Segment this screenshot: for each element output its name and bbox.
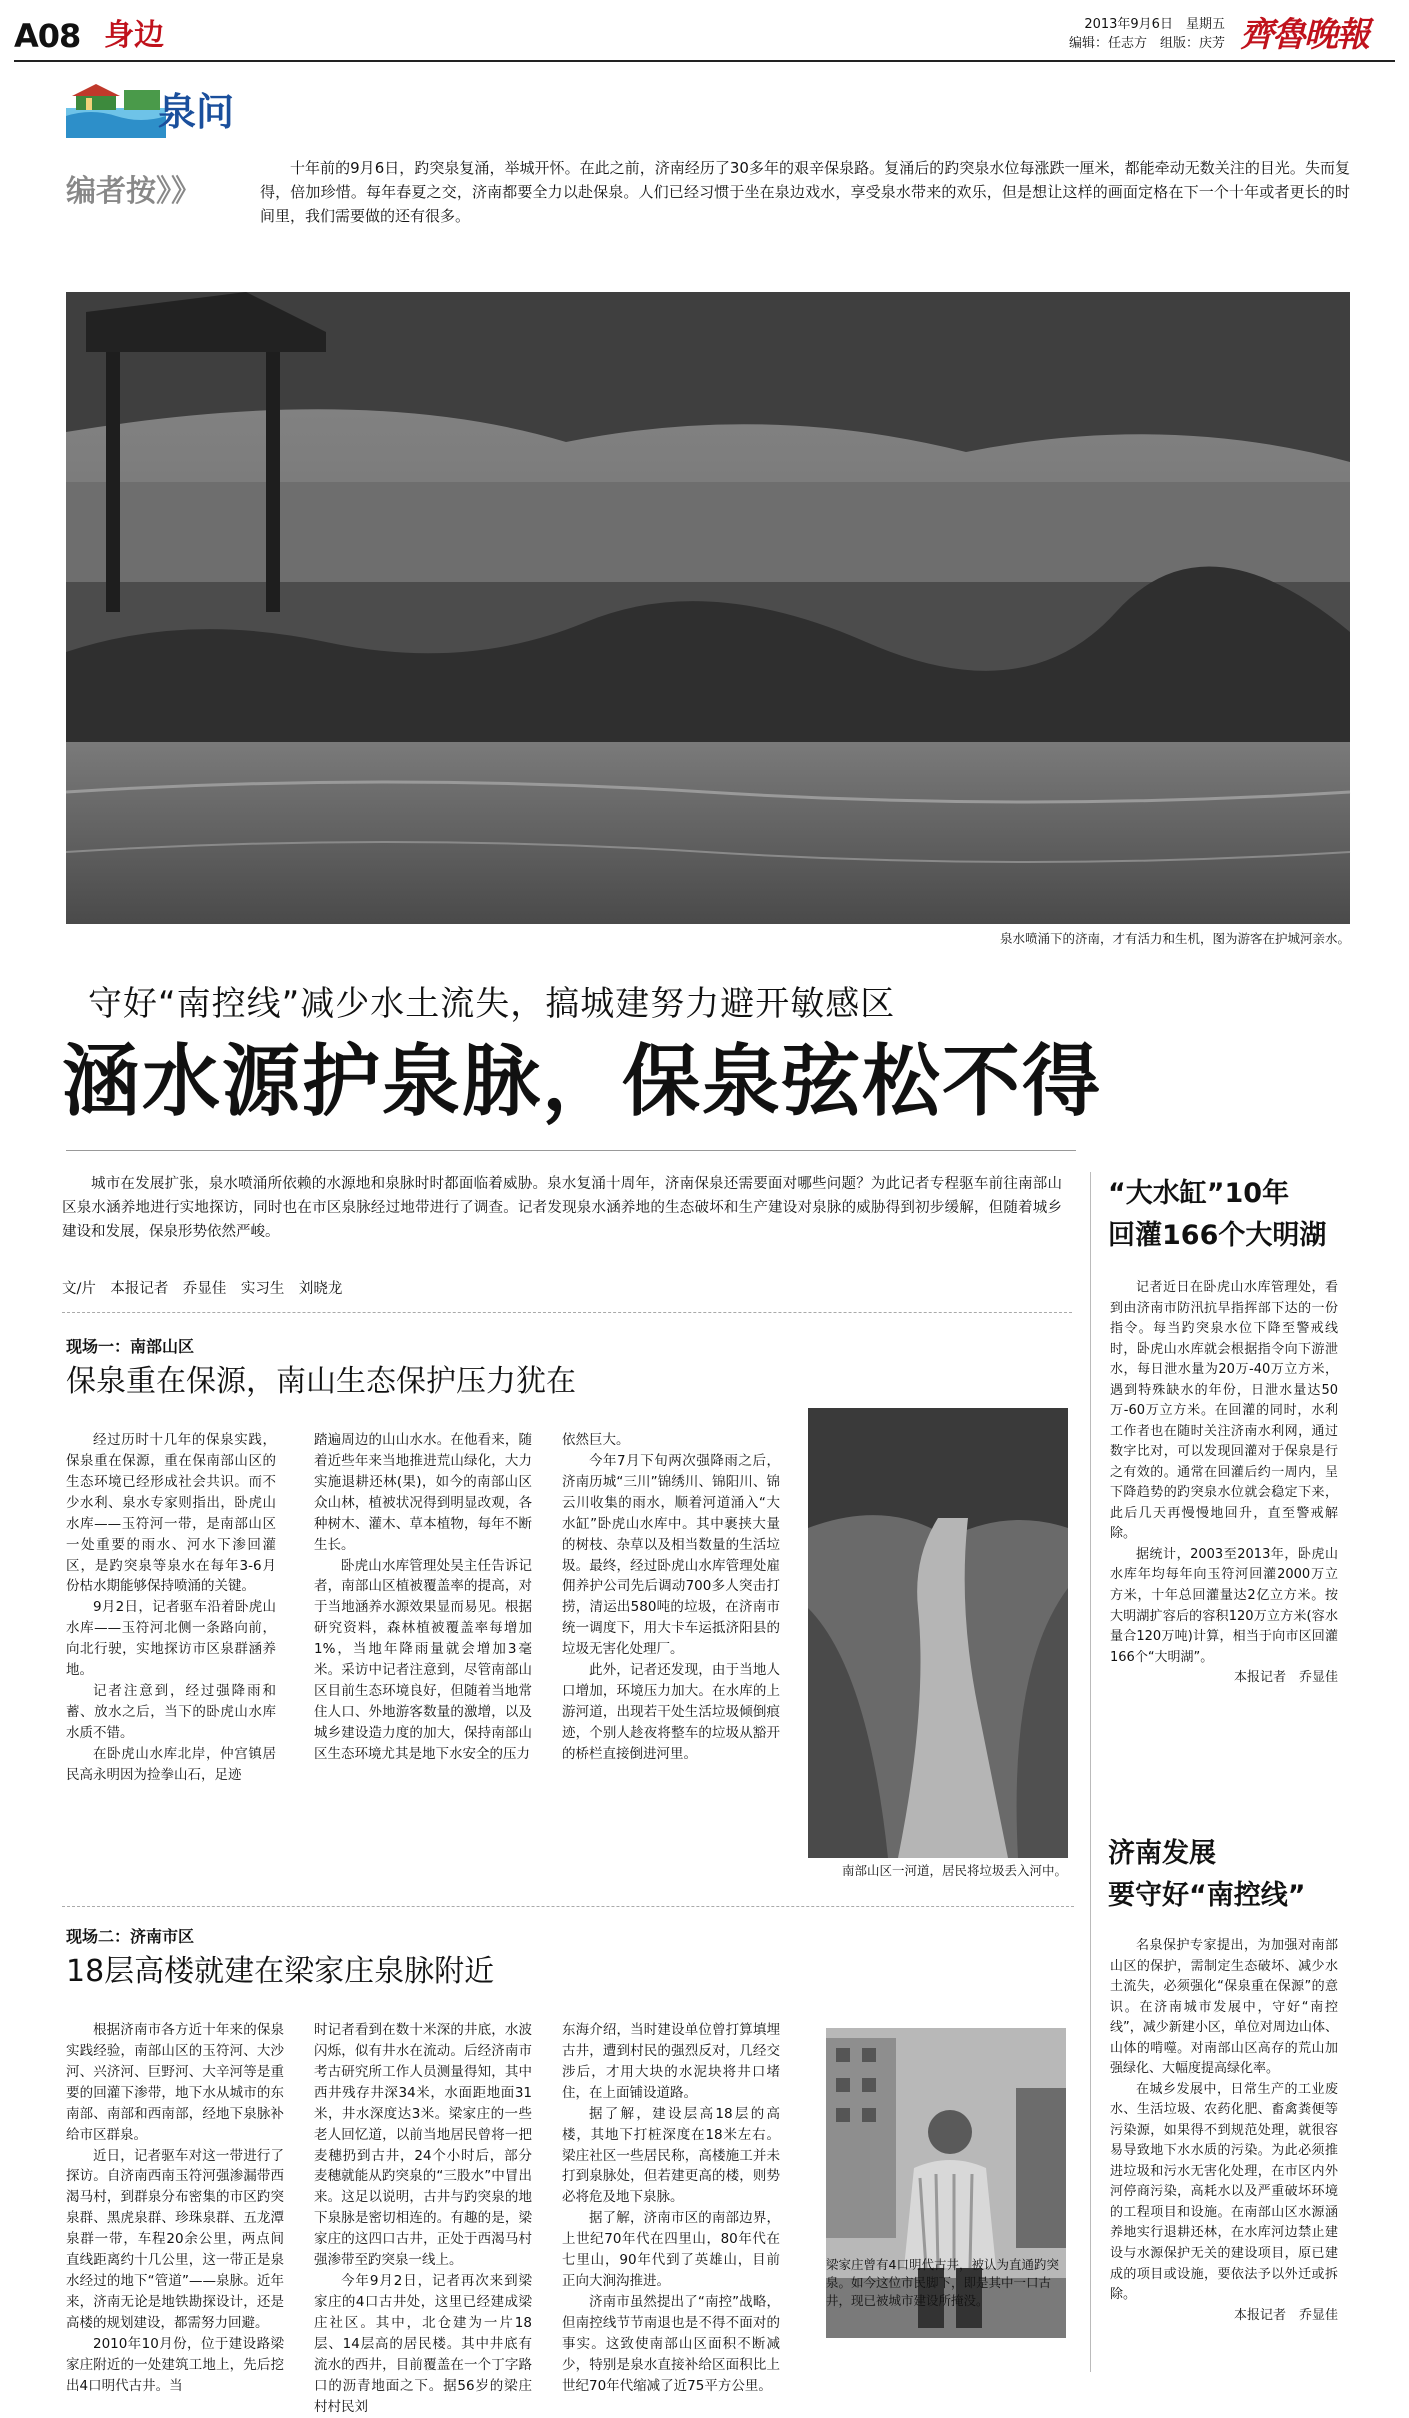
- scene1-col2: 踏遍周边的山山水水。在他看来，随着近些年来当地推进荒山绿化，大力实施退耕还林(果)，如今的南部山区众山林，植被状况得到明显改观，各种树木、灌木、草本植物，每年不断生长。 卧虎山水库管理处吴主任告诉记者，南部山区植被覆盖率的提高，对于当地涵养水源效果显而易见。根据研究资料，森林植被覆盖率每增加1%，当地年降雨量就会增加3毫米。采访中记者注意到，尽管南部山区目前生态环境良好，但随着当地常住人口、外地游客数量的激增，以及城乡建设造力度的加大，保持南部山区生态环境尤其是地下水安全的压力: [314, 1432, 532, 1762]
- lead-byline: 文/片 本报记者 乔显佳 实习生 刘晓龙: [62, 1281, 343, 1297]
- scene1-photo-image: [808, 1408, 1068, 1858]
- sidebar1-title-line2: 回灌166个大明湖: [1108, 1220, 1327, 1251]
- sidebar1-body: 记者近日在卧虎山水库管理处，看到由济南市防汛抗旱指挥部下达的一份指令。每当趵突泉水位下降至警戒线时，卧虎山水库就会根据指令向下游泄水，每日泄水量为20万-40万立方米，遇到特殊缺水的年份，日泄水量达50万-60万立方米。在回灌的同时，水利工作者也在随时关注济南水利网，通过数字比对，可以发现回灌对于保泉是行之有效的。通常在回灌后约一周内，呈下降趋势的趵突泉水位就会稳定下来，此后几天再慢慢地回升，直至警戒解除。 据统计，2003至2013年，卧虎山水库年均每年向玉符河回灌2000万立方米，十年总回灌量达2亿立方米。按大明湖扩容后的容积120万立方米(容水量合120万吨)计算，相当于向市区回灌166个“大明湖”。 本报记者 乔显佳: [1110, 1280, 1338, 1686]
- sidebar-divider: [1090, 1172, 1091, 2372]
- sidebar2-title-line1: 济南发展: [1108, 1838, 1216, 1869]
- headline-rule: [66, 1150, 1076, 1151]
- scene2-col1: 根据济南市各方近十年来的保泉实践经验，南部山区的玉符河、大沙河、兴济河、巨野河、大辛河等是重要的回灌下渗带，地下水从城市的东南部、南部和西南部，经地下泉脉补给市区群泉。 近日，记者驱车对这一带进行了探访。自济南西南玉符河强渗漏带西渴马村，到群泉分布密集的市区趵突泉群、黑虎泉群、珍珠泉群、五龙潭泉群一带，车程20余公里，两点间直线距离约十几公里，这一带正是泉水经过的地下“管道”——泉脉。近年来，济南无论是地铁勘探设计，还是高楼的规划建设，都需努力回避。 2010年10月份，位于建设路梁家庄附近的一处建筑工地上，先后挖出4口明代古井。当: [66, 2022, 284, 2394]
- sidebar2-title-line2: 要守好“南控线”: [1108, 1880, 1306, 1911]
- lead-rule: [62, 1312, 1072, 1313]
- main-photo: [66, 292, 1350, 924]
- header-credits: 编辑：任志方 组版：庆芳: [1068, 36, 1225, 51]
- headline-title: 涵水源护泉脉，保泉弦松不得: [62, 1037, 1103, 1127]
- headline-kicker: 守好“南控线”减少水土流失，搞城建努力避开敏感区: [88, 984, 896, 1024]
- section-name: 身边: [104, 18, 164, 53]
- scene1-title: 保泉重在保源，南山生态保护压力犹在: [66, 1364, 576, 1399]
- sidebar1-title-line1: “大水缸”10年: [1108, 1178, 1290, 1209]
- scene1-label: 现场一：南部山区: [66, 1337, 195, 1356]
- scene1-col3: 依然巨大。 今年7月下旬两次强降雨之后，济南历城“三川”锦绣川、锦阳川、锦云川收集的雨水，顺着河道涌入“大水缸”卧虎山水库中。其中裹挟大量的树枝、杂草以及相当数量的生活垃圾。最终，经过卧虎山水库管理处雇佣养护公司先后调动700多人突击打捞，清运出580吨的垃圾，在济南市统一调度下，用大卡车运抵济阳县的垃圾无害化处理厂。 此外，记者还发现，由于当地人口增加，环境压力加大。在水库的上游河道，出现若干处生活垃圾倾倒痕迹，个别人趁夜将整车的垃圾从豁开的桥栏直接倒进河里。: [562, 1432, 780, 1762]
- column-logo-graphic: [66, 82, 166, 138]
- main-photo-image: [66, 292, 1350, 924]
- column-name: 泉问: [158, 90, 235, 134]
- scene1-photo: [808, 1408, 1068, 1858]
- lead-text: 城市在发展扩张，泉水喷涌所依赖的水源地和泉脉时时都面临着威胁。泉水复涌十周年，济南保泉还需要面对哪些问题？为此记者专程驱车前往南部山区泉水涵养地进行实地探访，同时也在市区泉脉经过地带进行了调查。记者发现泉水涵养地的生态破坏和生产建设对泉脉的威胁得到初步缓解，但随着城乡建设和发展，保泉形势依然严峻。: [62, 1176, 1062, 1240]
- sidebar2-body: 名泉保护专家提出，为加强对南部山区的保护，需制定生态破坏、减少水土流失，必须强化“保泉重在保源”的意识。在济南城市发展中，守好“南控线”，减少新建小区，单位对周边山体、山体的啃噬。对南部山区高存的荒山加强绿化、大幅度提高绿化率。 在城乡发展中，日常生产的工业废水、生活垃圾、农药化肥、畜禽粪便等污染源，如果得不到规范处理，就很容易导致地下水水质的污染。为此必须推进垃圾和污水无害化处理，在市区内外河停商污染，高耗水以及严重破坏环境的工程项目和设施。在南部山区水源涵养地实行退耕还林，在水库河边禁止建设与水源保护无关的建设项目，原已建成的项目或设施，要依法予以外迁或拆除。 本报记者 乔显佳: [1110, 1938, 1338, 2323]
- header-rule: [14, 60, 1395, 62]
- scene2-label: 现场二：济南市区: [66, 1927, 195, 1946]
- main-photo-caption: 泉水喷涌下的济南，才有活力和生机，图为游客在护城河亲水。: [999, 931, 1350, 946]
- scene2-col2: 时记者看到在数十米深的井底，水波闪烁，似有井水在流动。后经济南市考古研究所工作人员测量得知，其中西井残存井深34米，水面距地面31米，井水深度达3米。梁家庄的一些老人回忆道，以前当地居民曾将一把麦穗扔到古井，24个小时后，部分麦穗就能从趵突泉的“三股水”中冒出来。这足以说明，古井与趵突泉的地下泉脉是密切相连的。有趣的是，梁家庄的这四口古井，正处于西渴马村强渗带至趵突泉一线上。 今年9月2日，记者再次来到梁家庄的4口古井处，这里已经建成梁庄社区。其中，北仓建为一片18层、14层高的居民楼。其中井底有流水的西井，目前覆盖在一个丁字路口的沥青地面之下。据56岁的梁庄村村民刘: [314, 2022, 532, 2415]
- scene2-col3: 东海介绍，当时建设单位曾打算填埋古井，遭到村民的强烈反对，几经交涉后，才用大块的水泥块将井口堵住，在上面铺设道路。 据了解，建设层高18层的高楼，其地下打桩深度在18米左右。梁庄社区一些居民称，高楼施工并未打到泉脉处，但若建更高的楼，则势必将危及地下泉脉。 据了解，济南市区的南部边界，上世纪70年代在四里山，80年代在七里山，90年代到了英雄山，目前正向大涧沟推进。 济南市虽然提出了“南控”战略，但南控线节节南退也是不得不面对的事实。这致使南部山区面积不断减少，特别是泉水直接补给区面积比上世纪70年代缩减了近75平方公里。: [562, 2022, 780, 2394]
- scene1-col1: 经过历时十几年的保泉实践，保泉重在保源，重在保南部山区的生态环境已经形成社会共识。而不少水利、泉水专家则指出，卧虎山水库——玉符河一带，是南部山区一处重要的雨水、河水下渗回灌区，是趵突泉等泉水在每年3-6月份枯水期能够保持喷涌的关键。 9月2日，记者驱车沿着卧虎山水库——玉符河北侧一条路向前，向北行驶，实地探访市区泉群涵养地。 记者注意到，经过强降雨和蓄、放水之后，当下的卧虎山水库水质不错。 在卧虎山水库北岸，仲宫镇居民高永明因为捡拳山石，足迹: [66, 1432, 276, 1783]
- newspaper-logo: 齊魯晚報: [1240, 15, 1368, 55]
- editor-note: [66, 152, 1386, 262]
- scene2-title: 18层高楼就建在梁家庄泉脉附近: [66, 1954, 495, 1989]
- scene1-photo-caption: 南部山区一河道，居民将垃圾丢入河中。: [842, 1863, 1068, 1878]
- page-code: A08: [14, 17, 81, 55]
- editor-note-text: 十年前的9月6日，趵突泉复涌，举城开怀。在此之前，济南经历了30多年的艰辛保泉路。复涌后的趵突泉水位每涨跌一厘米，都能牵动无数关注的目光。失而复得，倍加珍惜。每年春夏之交，济南都要全力以赴保泉。人们已经习惯于坐在泉边戏水，享受泉水带来的欢乐，但是想让这样的画面定格在下一个十年或者更长的时间里，我们需要做的还有很多。: [260, 159, 1350, 225]
- scene2-rule: [62, 1906, 1074, 1907]
- page-header: [0, 0, 1409, 70]
- header-date: 2013年9月6日 星期五: [1084, 17, 1225, 32]
- column-logo: [66, 82, 246, 142]
- editor-note-label: 编者按》》: [66, 174, 201, 209]
- scene2-photo-caption: 梁家庄曾有4口明代古井，被认为直通趵突泉。如今这位市民脚下，即是其中一口古井，现已被城市建设所掩没。: [826, 2257, 1059, 2309]
